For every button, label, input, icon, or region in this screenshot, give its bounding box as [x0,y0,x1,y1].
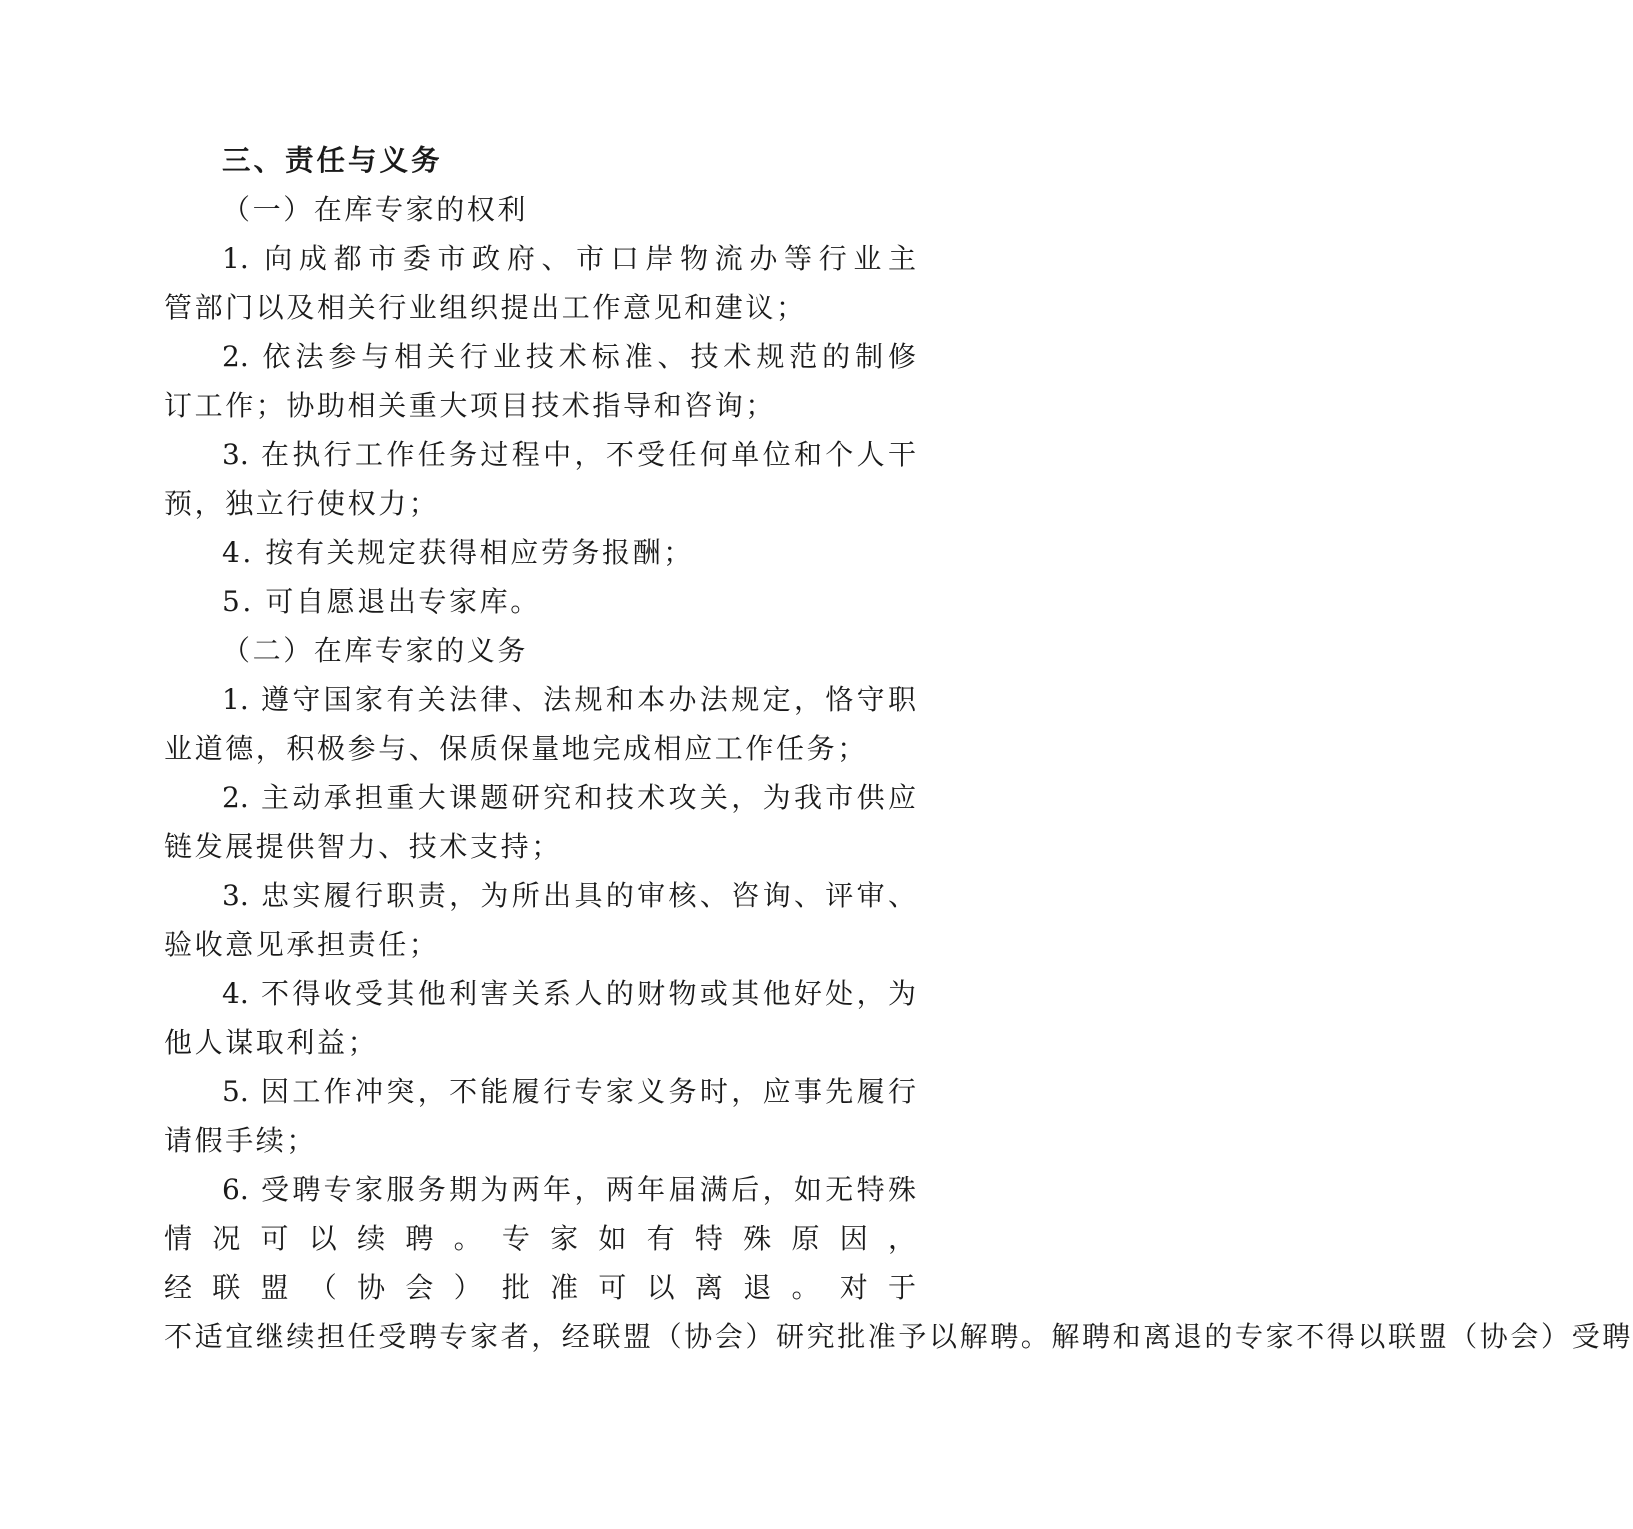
obligations-item-6-line-3: 经联盟（协会）批准可以离退。对于 [164,1271,916,1304]
rights-item-2: 2. 依法参与相关行业技术标准、技术规范的制修 [222,340,916,373]
obligations-item-3-line-2: 验收意见承担责任； [164,928,440,961]
rights-item-1: 1. 向成都市委市政府、市口岸物流办等行业主 [222,242,916,275]
rights-item-1-line-2: 管部门以及相关行业组织提出工作意见和建议； [164,291,807,324]
obligations-item-5-line-2: 请假手续； [164,1124,318,1157]
rights-item-2-line-2: 订工作；协助相关重大项目技术指导和咨询； [164,389,777,422]
obligations-subheading: （二）在库专家的义务 [222,634,529,667]
obligations-item-1-line-2: 业道德，积极参与、保质保量地完成相应工作任务； [164,732,868,765]
rights-item-3: 3. 在执行工作任务过程中，不受任何单位和个人干 [222,438,916,471]
obligations-item-2-line-2: 链发展提供智力、技术支持； [164,830,562,863]
section-heading: 三、责任与义务 [222,144,443,177]
rights-item-3-line-2: 预，独立行使权力； [164,487,440,520]
rights-item-5: 5. 可自愿退出专家库。 [222,585,541,618]
obligations-item-4-line-2: 他人谋取利益； [164,1026,379,1059]
obligations-item-6-line-4: 不适宜继续担任受聘专家者，经联盟（协会）研究批准予以解聘。解聘和离退的专家不得以联盟（协会）受聘 [164,1320,1633,1353]
obligations-item-6-line-2: 情况可以续聘。专家如有特殊原因， [164,1222,916,1255]
obligations-item-3: 3. 忠实履行职责，为所出具的审核、咨询、评审、 [222,879,916,912]
obligations-item-2: 2. 主动承担重大课题研究和技术攻关，为我市供应 [222,781,916,814]
rights-subheading: （一）在库专家的权利 [222,193,529,226]
obligations-item-6: 6. 受聘专家服务期为两年，两年届满后，如无特殊 [222,1173,916,1206]
obligations-item-4: 4. 不得收受其他利害关系人的财物或其他好处，为 [222,977,916,1010]
obligations-item-1: 1. 遵守国家有关法律、法规和本办法规定，恪守职 [222,683,916,716]
obligations-item-5: 5. 因工作冲突，不能履行专家义务时，应事先履行 [222,1075,916,1108]
rights-item-4: 4. 按有关规定获得相应劳务报酬； [222,536,694,569]
